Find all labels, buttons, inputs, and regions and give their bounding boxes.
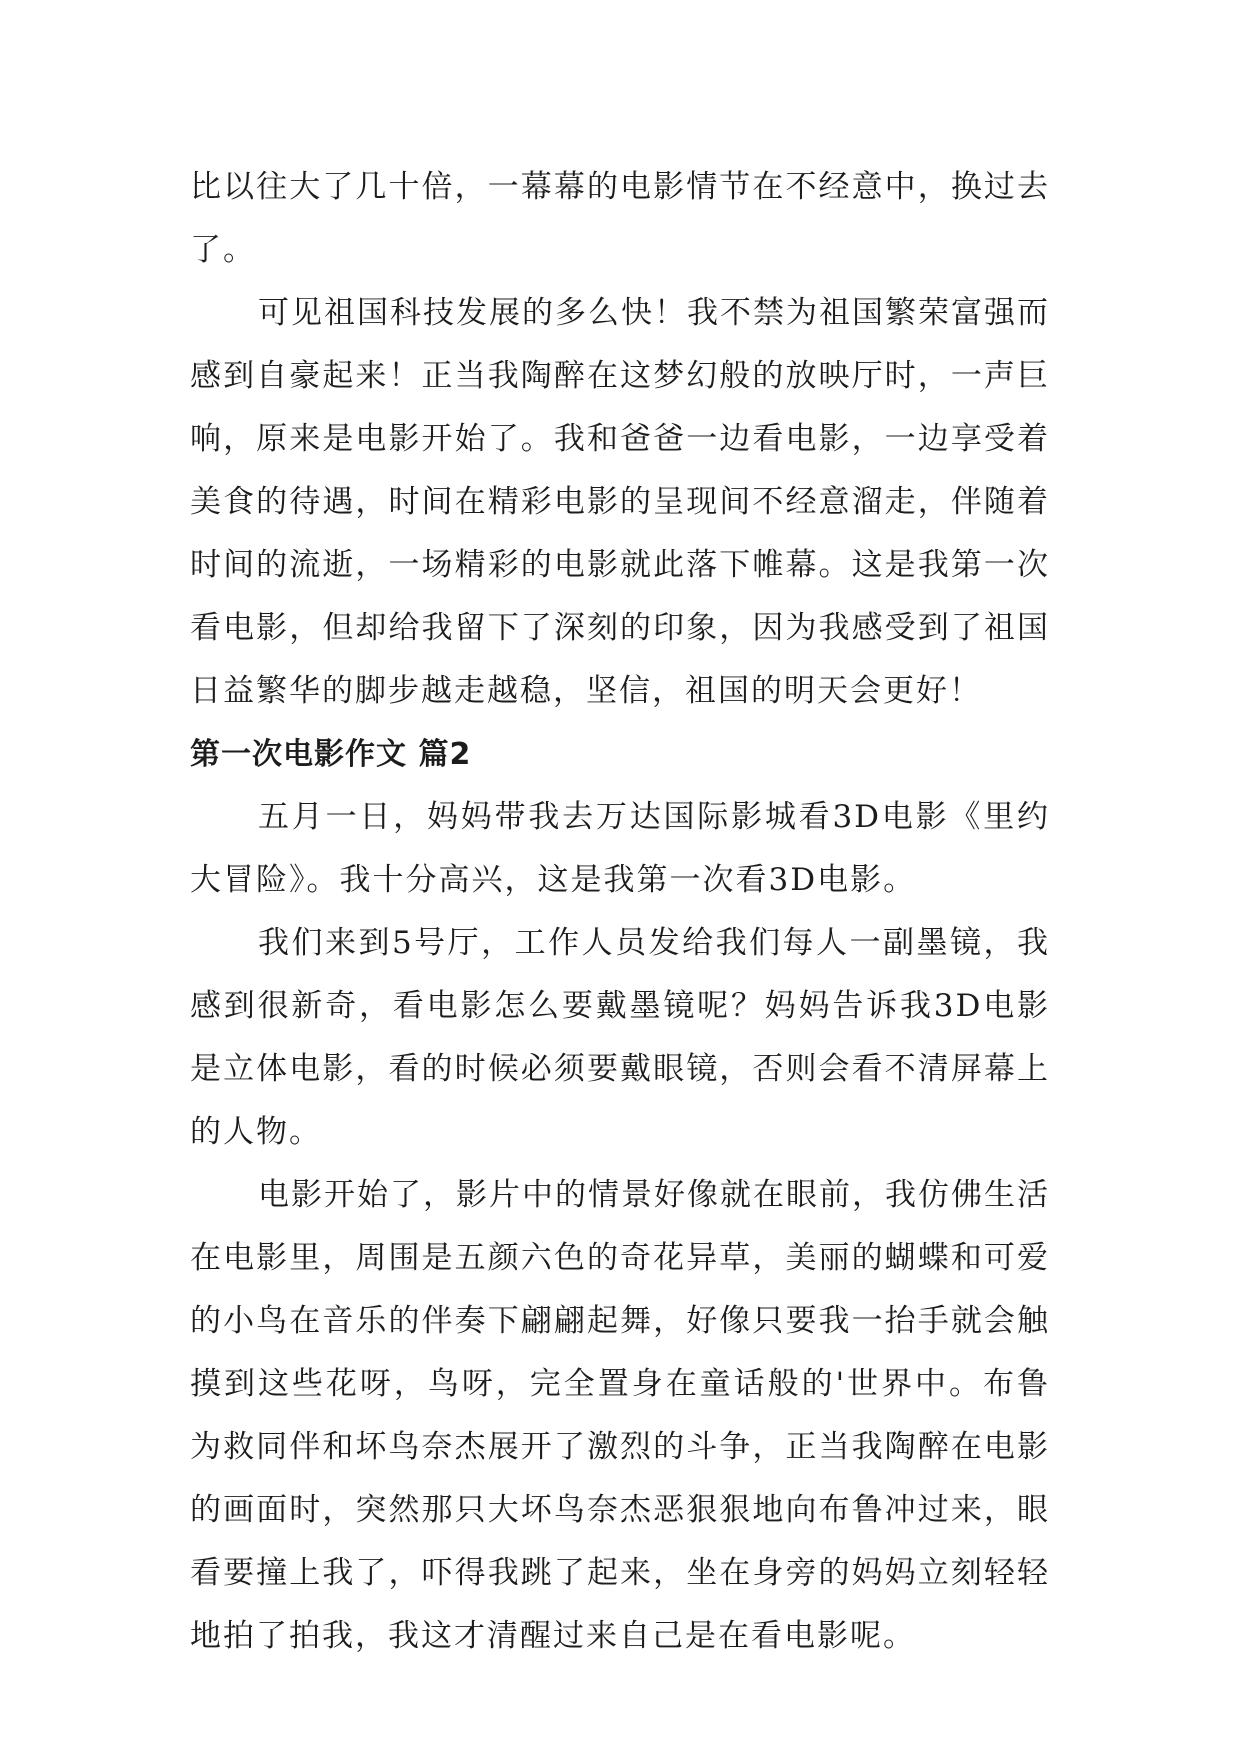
paragraph-movie-scene: 电影开始了，影片中的情景好像就在眼前，我仿佛生活在电影里，周围是五颜六色的奇花异草，美丽的蝴蝶和可爱的小鸟在音乐的伴奏下翩翩起舞，好像只要我一抬手就会触摸到这些花呀，鸟呀，完全置身在童话般的'世界中。布鲁为救同伴和坏鸟奈杰展开了激烈的斗争，正当我陶醉在电影的画面时，突然那只大坏鸟奈杰恶狠狠地向布鲁冲过来，眼看要撞上我了，吓得我跳了起来，坐在身旁的妈妈立刻轻轻地拍了拍我，我这才清醒过来自己是在看电影呢。 — [190, 1177, 1050, 1654]
paragraph-pride: 可见祖国科技发展的多么快！我不禁为祖国繁荣富强而感到自豪起来！正当我陶醉在这梦幻般的放映厅时，一声巨响，原来是电影开始了。我和爸爸一边看电影，一边享受着美食的待遇，时间在精彩电影的呈现间不经意溜走，伴随着时间的流逝，一场精彩的电影就此落下帷幕。这是我第一次看电影，但却给我留下了深刻的印象，因为我感受到了祖国日益繁华的脚步越走越稳，坚信，祖国的明天会更好！ — [190, 295, 1050, 709]
paragraph-hall-five: 我们来到5号厅，工作人员发给我们每人一副墨镜，我感到很新奇，看电影怎么要戴墨镜呢？妈妈告诉我3D电影是立体电影，看的时候必须要戴眼镜，否则会看不清屏幕上的人物。 — [190, 925, 1050, 1150]
document-page — [190, 156, 1050, 1668]
section-title: 第一次电影作文 篇2 — [190, 737, 472, 772]
paragraph-continuation: 比以往大了几十倍，一幕幕的电影情节在不经意中，换过去了。 — [190, 169, 1050, 268]
paragraph-may-first: 五月一日，妈妈带我去万达国际影城看3D电影《里约大冒险》。我十分高兴，这是我第一次看3D电影。 — [190, 799, 1050, 898]
